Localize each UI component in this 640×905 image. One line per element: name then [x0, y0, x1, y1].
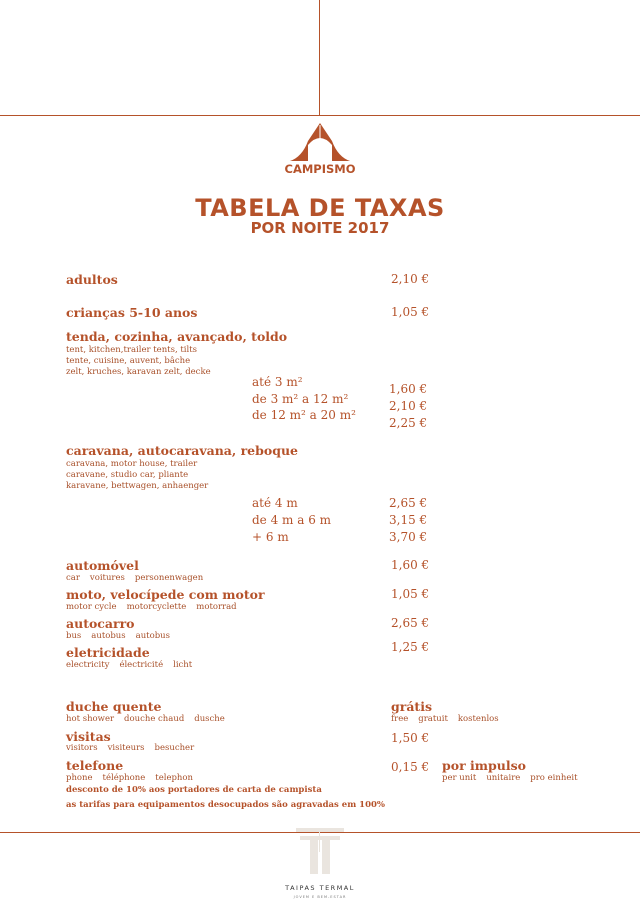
- row-tenda-size: de 3 m² a 12 m²: [252, 392, 349, 406]
- row-caravana-price: 2,65 €: [389, 496, 428, 510]
- row-tenda-label: tenda, cozinha, avançado, toldo: [66, 329, 288, 344]
- translation-de: personenwagen: [134, 573, 204, 583]
- translation-en: bus: [66, 631, 82, 641]
- translation-en: phone: [66, 773, 93, 783]
- translation-de: motorrad: [196, 602, 237, 612]
- row-caravana-size: + 6 m: [252, 530, 289, 544]
- row-eletricidade-label: eletricidade: [66, 645, 150, 660]
- translation-en: hot shower: [66, 714, 115, 724]
- translation-fr: unitaire: [486, 773, 521, 783]
- row-duche-translations: [66, 714, 235, 724]
- taipas-termal-logo: [294, 826, 346, 878]
- row-visitas-price: 1,50 €: [391, 731, 430, 745]
- row-caravana-label: caravana, autocaravana, reboque: [66, 443, 298, 458]
- top-divider-vertical: [319, 0, 320, 115]
- translation-de: dusche: [194, 714, 225, 724]
- note-surcharge: as tarifas para equipamentos desocupados são agravadas em 100%: [66, 800, 385, 810]
- row-telefone-unit: por impulso: [442, 758, 526, 773]
- row-eletricidade-price: 1,25 €: [391, 640, 430, 654]
- row-automovel-label: automóvel: [66, 558, 139, 573]
- translation-en: free: [391, 714, 409, 724]
- row-duche-price: grátis: [391, 699, 432, 714]
- row-moto-translations: [66, 602, 247, 612]
- translation-de: telephon: [155, 773, 193, 783]
- row-caravana-translation: caravane, studio car, pliante: [66, 470, 189, 480]
- row-duche-label: duche quente: [66, 699, 162, 714]
- note-discount: desconto de 10% aos portadores de carta de campista: [66, 785, 322, 795]
- row-tenda-price: 2,25 €: [389, 416, 428, 430]
- translation-en: electricity: [66, 660, 110, 670]
- row-telefone-translations: [66, 773, 203, 783]
- row-visitas-translations: [66, 743, 204, 753]
- row-moto-price: 1,05 €: [391, 587, 430, 601]
- translation-en: car: [66, 573, 80, 583]
- translation-fr: douche chaud: [124, 714, 185, 724]
- row-adultos-price: 2,10 €: [391, 272, 430, 286]
- translation-en: per unit: [442, 773, 477, 783]
- row-caravana-size: até 4 m: [252, 496, 298, 510]
- translation-en: visitors: [66, 743, 98, 753]
- row-telefone-unit-translations: [442, 773, 587, 783]
- translation-de: besucher: [154, 743, 195, 753]
- top-divider-horizontal: [0, 115, 640, 116]
- row-tenda-translation: zelt, kruches, karavan zelt, decke: [66, 367, 211, 377]
- row-automovel-price: 1,60 €: [391, 558, 430, 572]
- row-caravana-price: 3,70 €: [389, 530, 428, 544]
- row-caravana-size: de 4 m a 6 m: [252, 513, 332, 527]
- translation-de: autobus: [135, 631, 170, 641]
- translation-fr: téléphone: [102, 773, 146, 783]
- translation-de: pro einheit: [530, 773, 578, 783]
- row-tenda-translation: tente, cuisine, auvent, bâche: [66, 356, 191, 366]
- translation-fr: gratuit: [418, 714, 448, 724]
- translation-fr: visiteurs: [107, 743, 145, 753]
- row-telefone-price: 0,15 €: [391, 760, 430, 774]
- translation-de: licht: [173, 660, 193, 670]
- translation-en: motor cycle: [66, 602, 117, 612]
- row-duche-price-translations: [391, 714, 509, 724]
- row-moto-label: moto, velocípede com motor: [66, 587, 265, 602]
- brand-name: CAMPISMO: [284, 162, 356, 176]
- row-criancas-price: 1,05 €: [391, 305, 430, 319]
- translation-fr: autobus: [91, 631, 126, 641]
- row-tenda-size: até 3 m²: [252, 375, 303, 389]
- row-eletricidade-translations: [66, 660, 202, 670]
- translation-de: kostenlos: [457, 714, 499, 724]
- row-caravana-translation: caravana, motor house, trailer: [66, 459, 198, 469]
- row-visitas-label: visitas: [66, 729, 111, 744]
- row-caravana-price: 3,15 €: [389, 513, 428, 527]
- translation-fr: électricité: [119, 660, 164, 670]
- row-tenda-price: 1,60 €: [389, 382, 428, 396]
- footer-tagline: JOVEM E BEM-ESTAR: [293, 895, 347, 899]
- row-autocarro-price: 2,65 €: [391, 616, 430, 630]
- row-tenda-price: 2,10 €: [389, 399, 428, 413]
- page-subtitle: POR NOITE 2017: [250, 219, 390, 237]
- footer-brand: TAIPAS TERMAL: [285, 884, 355, 892]
- page-title: TABELA DE TAXAS: [195, 194, 445, 222]
- row-autocarro-translations: [66, 631, 180, 641]
- row-tenda-size: de 12 m² a 20 m²: [252, 408, 356, 422]
- row-criancas-label: crianças 5-10 anos: [66, 305, 198, 320]
- row-automovel-translations: [66, 573, 213, 583]
- row-caravana-translation: karavane, bettwagen, anhaenger: [66, 481, 209, 491]
- row-autocarro-label: autocarro: [66, 616, 135, 631]
- row-telefone-label: telefone: [66, 758, 124, 773]
- translation-fr: motorcyclette: [126, 602, 187, 612]
- translation-fr: voitures: [89, 573, 125, 583]
- tent-icon: [288, 121, 352, 163]
- row-tenda-translation: tent, kitchen,trailer tents, tilts: [66, 345, 197, 355]
- row-adultos-label: adultos: [66, 272, 118, 287]
